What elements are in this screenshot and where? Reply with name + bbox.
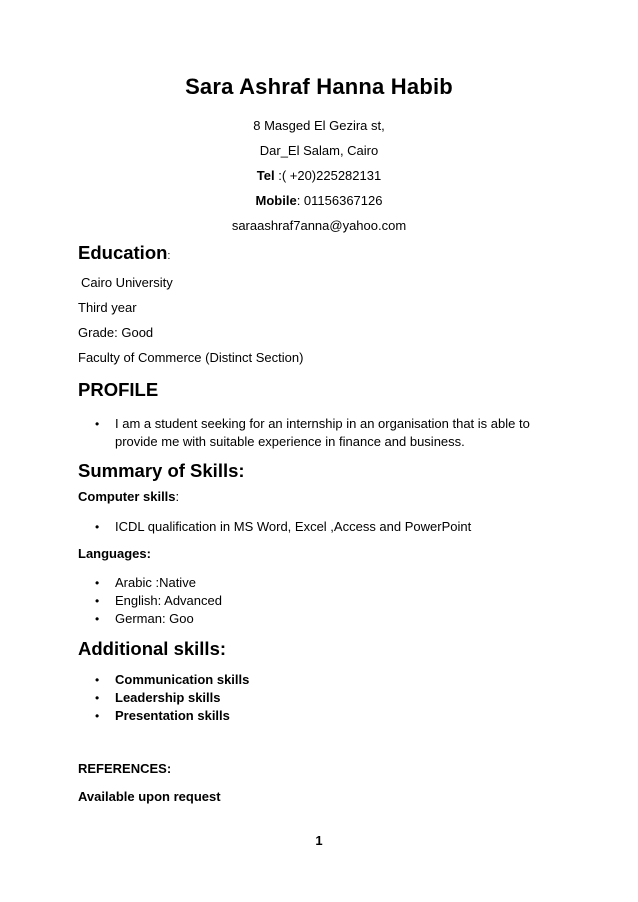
language-item-arabic: Arabic :Native — [115, 575, 196, 590]
additional-skill-presentation: Presentation skills — [115, 708, 230, 723]
email: saraashraf7anna@yahoo.com — [231, 218, 407, 233]
education-line-faculty: Faculty of Commerce (Distinct Section) — [78, 350, 304, 365]
telephone-label: Tel — [256, 168, 275, 183]
language-item-english: English: Advanced — [115, 593, 222, 608]
skills-heading: Summary of Skills: — [78, 460, 245, 481]
education-heading-colon: : — [167, 250, 171, 262]
computer-skills-label-text: Computer skills — [78, 489, 176, 504]
bullet-marker: • — [95, 691, 100, 705]
profile-heading: PROFILE — [78, 379, 159, 400]
computer-skills-label — [78, 489, 179, 504]
additional-skills-heading: Additional skills: — [78, 638, 227, 659]
mobile — [0, 193, 638, 208]
computer-skill-item: ICDL qualification in MS Word, Excel ,Access and PowerPoint — [115, 519, 472, 534]
bullet-marker: • — [95, 520, 100, 534]
language-item-german: German: Goo — [115, 611, 194, 626]
bullet-marker: • — [95, 417, 100, 431]
mobile-value: : 01156367126 — [296, 193, 383, 208]
bullet-marker: • — [95, 673, 100, 687]
education-line-grade: Grade: Good — [78, 325, 154, 340]
bullet-marker: • — [95, 594, 100, 608]
page-number: 1 — [315, 833, 323, 848]
resume-name: Sara Ashraf Hanna Habib — [185, 74, 453, 99]
address-line-2: Dar_El Salam, Cairo — [259, 143, 379, 158]
education-line-university: Cairo University — [81, 275, 173, 290]
additional-skill-communication: Communication skills — [115, 672, 250, 687]
profile-bullet-line-2: provide me with suitable experience in finance and business. — [115, 434, 465, 449]
education-heading — [78, 242, 170, 264]
profile-bullet-line-1: I am a student seeking for an internship in an organisation that is able to — [115, 416, 530, 431]
mobile-label: Mobile — [255, 193, 297, 208]
telephone — [0, 168, 638, 183]
references-text: Available upon request — [78, 789, 221, 804]
bullet-marker: • — [95, 612, 100, 626]
education-heading-text: Education — [78, 242, 168, 263]
telephone-value: :( +20)225282131 — [274, 168, 382, 183]
additional-skill-leadership: Leadership skills — [115, 690, 221, 705]
education-line-year: Third year — [78, 300, 137, 315]
bullet-marker: • — [95, 576, 100, 590]
languages-label: Languages: — [78, 546, 151, 561]
computer-skills-label-colon: : — [175, 489, 180, 504]
references-heading: REFERENCES: — [78, 761, 172, 776]
bullet-marker: • — [95, 709, 100, 723]
address-line-1: 8 Masged El Gezira st, — [253, 118, 385, 133]
